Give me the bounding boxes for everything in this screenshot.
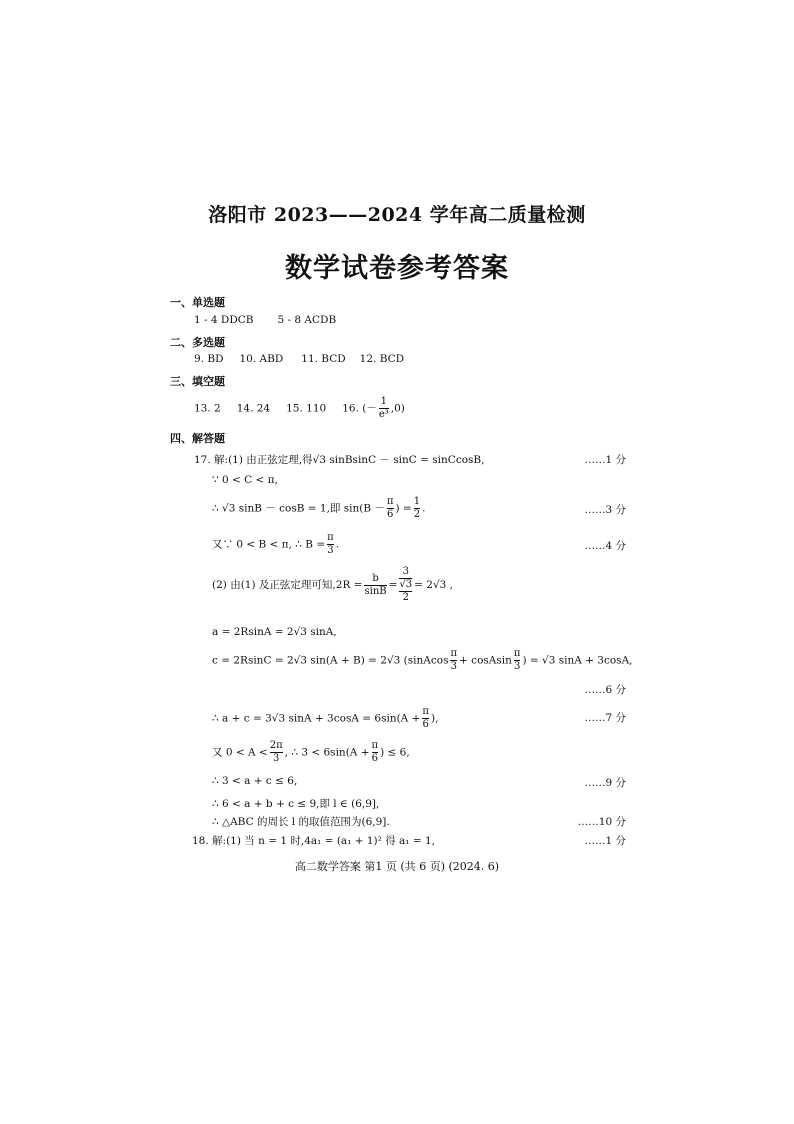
numerator: π xyxy=(422,706,429,717)
fraction xyxy=(387,496,394,521)
denominator: 3 xyxy=(513,661,521,672)
numerator: 3 xyxy=(402,566,409,577)
numerator: √3 xyxy=(399,579,413,590)
answers-multi-choice xyxy=(194,353,404,365)
denominator xyxy=(399,578,412,604)
answer-group: 16. (－ xyxy=(342,402,377,415)
fraction xyxy=(399,579,412,604)
text: ) = xyxy=(395,502,412,515)
section-fill-blank: 三、填空题 xyxy=(170,375,225,388)
section-solutions: 四、解答题 xyxy=(170,432,225,445)
answer-group: 5 - 8 ACDB xyxy=(277,314,337,326)
fraction xyxy=(372,740,379,765)
q17-line-5 xyxy=(212,566,453,604)
fraction xyxy=(379,396,389,421)
q17-line-3 xyxy=(212,496,425,521)
answer-group: 12. BCD xyxy=(359,353,405,365)
text: + cosAsin xyxy=(459,654,512,667)
fraction xyxy=(414,496,420,521)
score-mark: ……4 分 xyxy=(584,540,626,552)
numerator: 1 xyxy=(413,496,421,507)
fraction xyxy=(450,648,457,673)
answer-group: 1 - 4 DDCB xyxy=(194,314,254,326)
answer-group: 11. BCD xyxy=(301,353,346,365)
fraction xyxy=(422,706,429,731)
q18-line-1: 18. 解:(1) 当 n = 1 时,4a₁ = (a₁ + 1)² 得 a₁ = 1, xyxy=(192,835,435,847)
answer-group: 14. 24 xyxy=(236,402,271,415)
q17-line-12: ∴ △ABC 的周长 l 的取值范围为(6,9]. xyxy=(212,816,390,828)
numerator: π xyxy=(327,532,334,543)
fraction xyxy=(327,532,334,557)
denominator: 3 xyxy=(450,661,457,672)
score-mark: ……10 分 xyxy=(577,816,626,828)
denominator: 6 xyxy=(387,509,394,520)
text: ) = √3 sinA + 3cosA, xyxy=(522,654,633,667)
score-mark: ……1 分 xyxy=(584,835,626,847)
text: = xyxy=(388,579,398,591)
q17-line-11: ∴ 6 < a + b + c ≤ 9,即 l ∈ (6,9], xyxy=(212,798,380,810)
score-mark: ……9 分 xyxy=(584,777,626,789)
score-mark: ……7 分 xyxy=(584,712,626,724)
section-multi-choice: 二、多选题 xyxy=(170,336,225,349)
q17-line-8 xyxy=(212,706,438,731)
q17-line-10: ∴ 3 < a + c ≤ 6, xyxy=(212,775,298,787)
text: ), xyxy=(430,712,439,725)
answer-group: 9. BD xyxy=(194,353,224,365)
denominator: 2 xyxy=(413,509,421,520)
denominator: 3 xyxy=(327,545,334,556)
numerator: 1 xyxy=(380,396,387,407)
denominator: e³ xyxy=(378,409,389,420)
text: ∴ √3 sinB － cosB = 1,即 sin(B － xyxy=(212,502,385,515)
text: ) ≤ 6, xyxy=(380,746,410,759)
q17-line-6: a = 2RsinA = 2√3 sinA, xyxy=(212,626,337,638)
text: c = 2RsinC = 2√3 sin(A + B) = 2√3 (sinAcos xyxy=(212,654,449,667)
fraction xyxy=(514,648,521,673)
numerator: π xyxy=(450,648,458,659)
text: 又 0 < A < xyxy=(212,746,268,759)
section-single-choice: 一、单选题 xyxy=(170,296,225,309)
denominator: 6 xyxy=(371,753,378,764)
numerator: π xyxy=(371,740,379,751)
q17-line-1: 17. 解:(1) 由正弦定理,得√3 sinBsinC － sinC = sinCcosB, xyxy=(194,454,485,466)
numerator: 2π xyxy=(269,740,283,751)
numerator: b xyxy=(372,572,379,584)
denominator: 3 xyxy=(270,752,283,765)
denominator: 2 xyxy=(399,591,412,604)
answer-group: 15. 110 xyxy=(286,402,327,415)
page-footer: 高二数学答案 第1 页 (共 6 页) (2024. 6) xyxy=(294,860,500,873)
fraction xyxy=(270,740,283,765)
page-title: 洛阳市 2023——2024 学年高二质量检测 xyxy=(208,204,586,226)
fraction xyxy=(399,566,412,604)
answer-tail: ,0) xyxy=(390,402,405,415)
denominator: 6 xyxy=(422,719,429,730)
text: 又∵ 0 < B < π, ∴ B = xyxy=(212,538,326,551)
text: . xyxy=(422,502,426,515)
text: ∴ a + c = 3√3 sinA + 3cosA = 6sin(A + xyxy=(212,712,421,725)
score-mark: ……1 分 xyxy=(584,454,626,466)
answers-single-choice xyxy=(194,314,336,326)
text: = 2√3 , xyxy=(414,579,454,591)
denominator: sinB xyxy=(364,585,387,597)
numerator: π xyxy=(513,648,521,659)
text: , ∴ 3 < 6sin(A + xyxy=(284,746,370,759)
answer-group: 10. ABD xyxy=(239,353,284,365)
score-mark: ……6 分 xyxy=(584,684,626,696)
q17-line-4 xyxy=(212,532,339,557)
numerator: π xyxy=(386,496,394,507)
page-subtitle: 数学试卷参考答案 xyxy=(285,253,509,284)
answers-fill-blank xyxy=(194,396,405,421)
score-mark: ……3 分 xyxy=(584,504,626,516)
answer-group: 13. 2 xyxy=(194,402,221,415)
q17-line-9 xyxy=(212,740,410,765)
q17-line-7 xyxy=(212,648,633,673)
q17-line-2: ∵ 0 < C < π, xyxy=(212,474,278,486)
text: (2) 由(1) 及正弦定理可知,2R = xyxy=(212,579,363,591)
text: . xyxy=(335,538,340,551)
fraction xyxy=(364,573,386,598)
